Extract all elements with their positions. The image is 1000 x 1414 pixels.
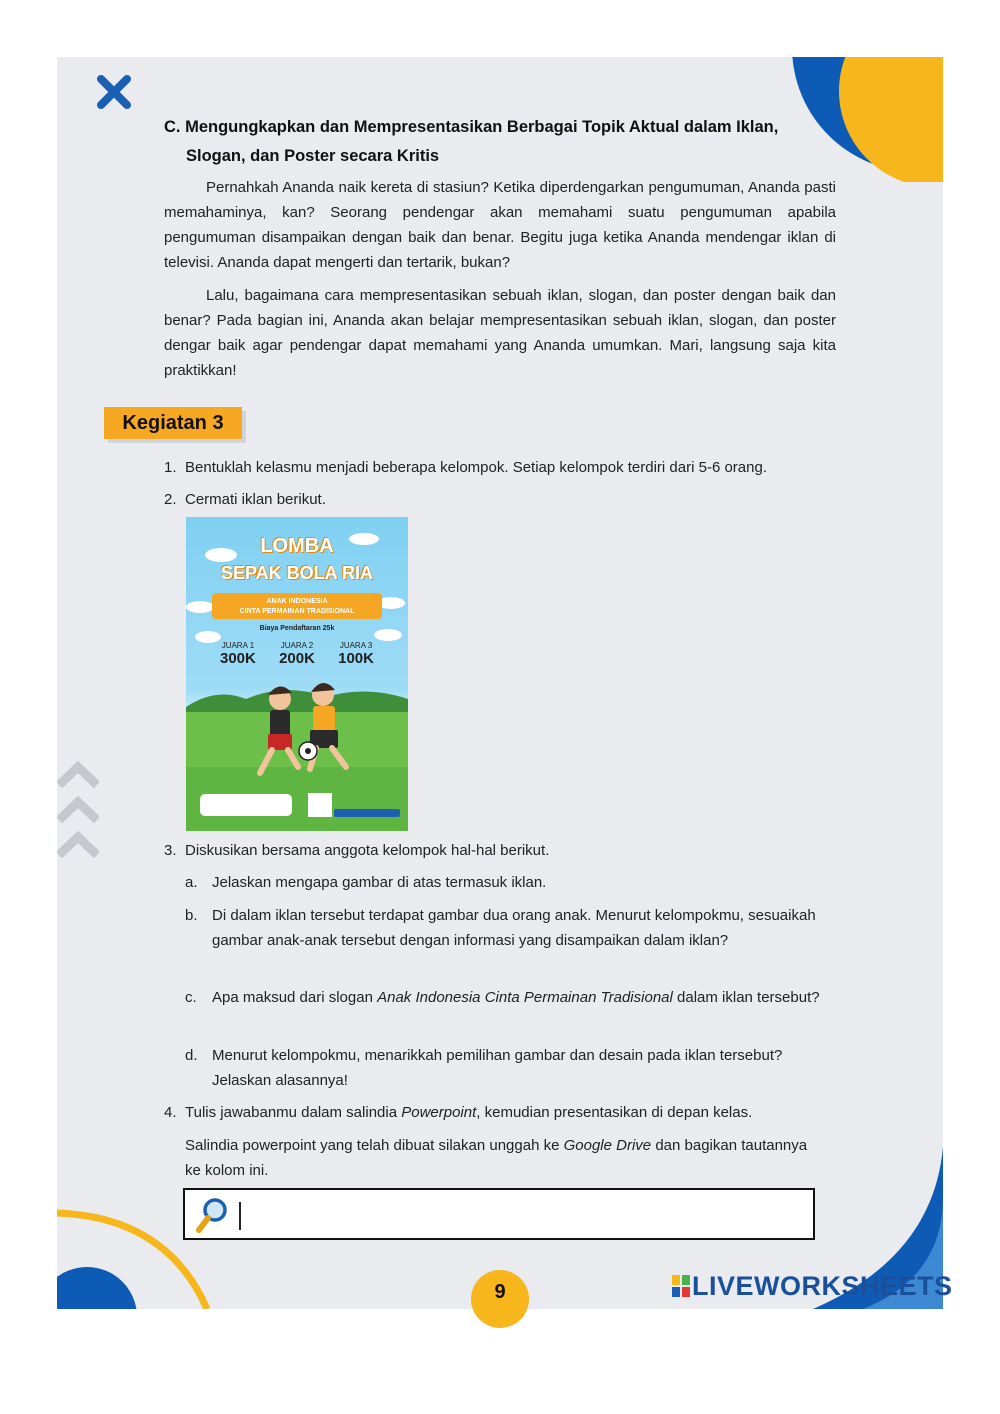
advertisement-poster <box>186 517 408 831</box>
page-number: 9 <box>494 1281 506 1303</box>
question-b <box>185 903 825 953</box>
answer-input[interactable] <box>183 1188 815 1240</box>
poster-prize-3 <box>338 641 374 667</box>
prize-label: JUARA 3 <box>339 641 373 650</box>
poster-title: LOMBA <box>260 535 334 557</box>
step-1 <box>164 455 767 480</box>
question-text: Di dalam iklan tersebut terdapat gambar dua orang anak. Menurut kelompokmu, sesuaikah gambar anak-anak tersebut dengan informasi yang disampaikan dalam iklan? <box>212 907 816 949</box>
question-text: Menurut kelompokmu, menarikkah pemilihan gambar dan desain pada iklan tersebut? Jelaskan alasannya! <box>212 1047 783 1089</box>
prize-amount: 300K <box>220 650 256 667</box>
question-label: b. <box>185 907 198 924</box>
paragraph-intro: Pernahkah Ananda naik kereta di stasiun? Ketika diperdengarkan pengumuman, Ananda pasti memahaminya, kan? Seorang pendengar akan memahami suatu pengumuman apabila pengumuman disampaikan dengan baik dan benar. Begitu juga ketika Ananda mendengar iklan di televisi. Ananda dapat mengerti dan tertarik, bukan? <box>164 179 836 271</box>
step-number: 1. <box>164 459 177 476</box>
step-2 <box>164 487 326 512</box>
prize-label: JUARA 2 <box>280 641 314 650</box>
poster-subtitle: SEPAK BOLA RIA <box>220 563 373 583</box>
section-heading-line2: Slogan, dan Poster secara Kritis <box>186 147 440 165</box>
question-d <box>185 1043 825 1093</box>
question-text: Apa maksud dari slogan Anak Indonesia Cinta Permainan Tradisional dalam iklan tersebut? <box>212 989 820 1006</box>
step-text: Tulis jawabanmu dalam salindia Powerpoint, kemudian presentasikan di depan kelas. <box>185 1104 753 1121</box>
page-number-badge <box>471 1270 529 1328</box>
magnifier-icon <box>195 1196 229 1234</box>
poster-slogan-line2: CINTA PERMAINAN TRADISIONAL <box>239 608 355 615</box>
question-label: d. <box>185 1047 198 1064</box>
close-icon[interactable] <box>96 74 132 110</box>
question-label: a. <box>185 874 198 891</box>
prize-label: JUARA 1 <box>221 641 255 650</box>
paragraph-question: Lalu, bagaimana cara mempresentasikan sebuah iklan, slogan, dan poster dengan baik dan benar? Pada bagian ini, Ananda akan belajar mempresentasikan sebuah iklan, slogan, dan poster dengar baik agar pendengar dapat memahami yang Ananda umumkan. Mari, langsung saja kita praktikkan! <box>164 287 836 379</box>
poster-prize-1 <box>220 641 256 667</box>
text-caret <box>239 1202 241 1230</box>
question-text: Jelaskan mengapa gambar di atas termasuk iklan. <box>212 874 547 891</box>
prize-amount: 200K <box>279 650 315 667</box>
step-text: Bentuklah kelasmu menjadi beberapa kelompok. Setiap kelompok terdiri dari 5-6 orang. <box>185 459 767 476</box>
poster-prize-2 <box>279 641 315 667</box>
question-c <box>185 985 825 1010</box>
step-3 <box>164 838 549 863</box>
chevron-up-icon <box>57 757 99 867</box>
brand-name: LIVEWORKSHEETS <box>692 1271 953 1301</box>
question-a <box>185 870 825 895</box>
step-number: 2. <box>164 491 177 508</box>
activity-label: Kegiatan 3 <box>104 407 242 439</box>
poster-fee: Biaya Pendaftaran 25k <box>259 625 335 632</box>
section-heading-line1: C. Mengungkapkan dan Mempresentasikan Berbagai Topik Aktual dalam Iklan, <box>164 118 779 136</box>
section-heading <box>164 113 854 171</box>
question-label: c. <box>185 989 197 1006</box>
poster-slogan <box>212 597 382 617</box>
poster-prizes <box>220 641 374 667</box>
poster-slogan-line1: ANAK INDONESIA <box>266 598 328 605</box>
step-text: Diskusikan bersama anggota kelompok hal-hal berikut. <box>185 842 550 859</box>
upload-note: Salindia powerpoint yang telah dibuat silakan unggah ke Google Drive dan bagikan tautannya ke kolom ini. <box>185 1137 808 1179</box>
step-number: 4. <box>164 1104 177 1121</box>
step-4 <box>164 1100 752 1125</box>
liveworksheets-logo-icon <box>672 1275 690 1297</box>
step-text: Cermati iklan berikut. <box>185 491 326 508</box>
step-number: 3. <box>164 842 177 859</box>
prize-amount: 100K <box>338 650 374 667</box>
brand-logo <box>672 1271 953 1302</box>
